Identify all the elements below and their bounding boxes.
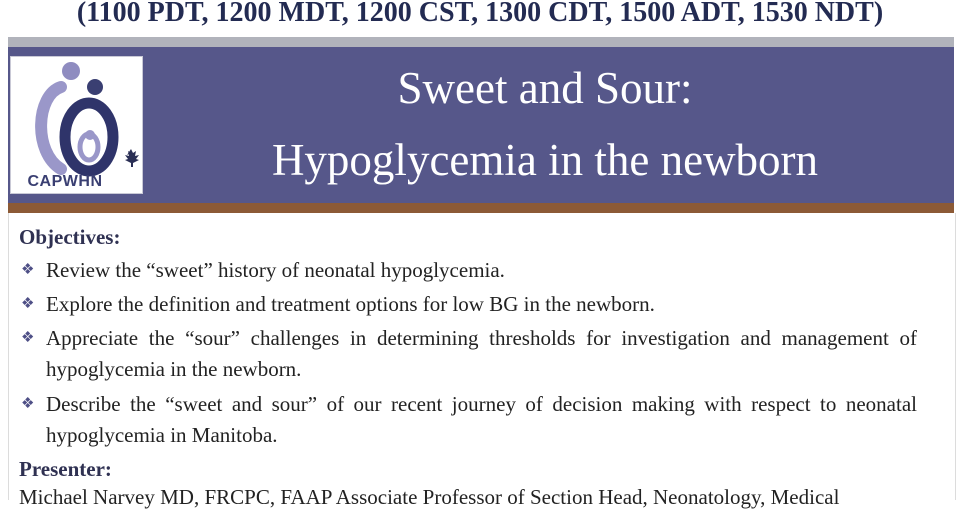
title-line-2: Hypoglycemia in the newborn [271,135,819,185]
top-divider [8,37,954,47]
objective-text: Appreciate the “sour” challenges in determining thresholds for investigation and management of hypoglycemia in the newborn. [46,326,917,381]
presenter-heading: Presenter: [19,457,112,481]
objective-text: Describe the “sweet and sour” of our recent journey of decision making with respect to neonatal hypoglycemia in Manitoba. [46,392,917,447]
diamond-bullet-icon: ❖ [21,262,35,278]
diamond-bullet-icon: ❖ [21,296,35,312]
time-zone-banner: (1100 PDT, 1200 MDT, 1200 CST, 1300 CDT, 1500 ADT, 1530 NDT) [76,0,884,28]
bottom-divider [8,203,954,213]
diamond-bullet-icon: ❖ [21,330,35,346]
objective-text: Explore the definition and treatment options for low BG in the newborn. [46,292,655,316]
objective-text: Review the “sweet” history of neonatal hypoglycemia. [46,258,505,282]
content-panel [8,213,956,509]
presenter-details: Michael Narvey MD, FRCPC, FAAP Associate Professor of Section Head, Neonatology, Medical [19,485,840,509]
capwhn-logo [10,56,143,194]
logo-text: CAPWHN [27,173,103,190]
diamond-bullet-icon: ❖ [21,396,35,412]
objectives-heading: Objectives: [19,225,121,249]
title-line-1: Sweet and Sour: [397,63,693,113]
